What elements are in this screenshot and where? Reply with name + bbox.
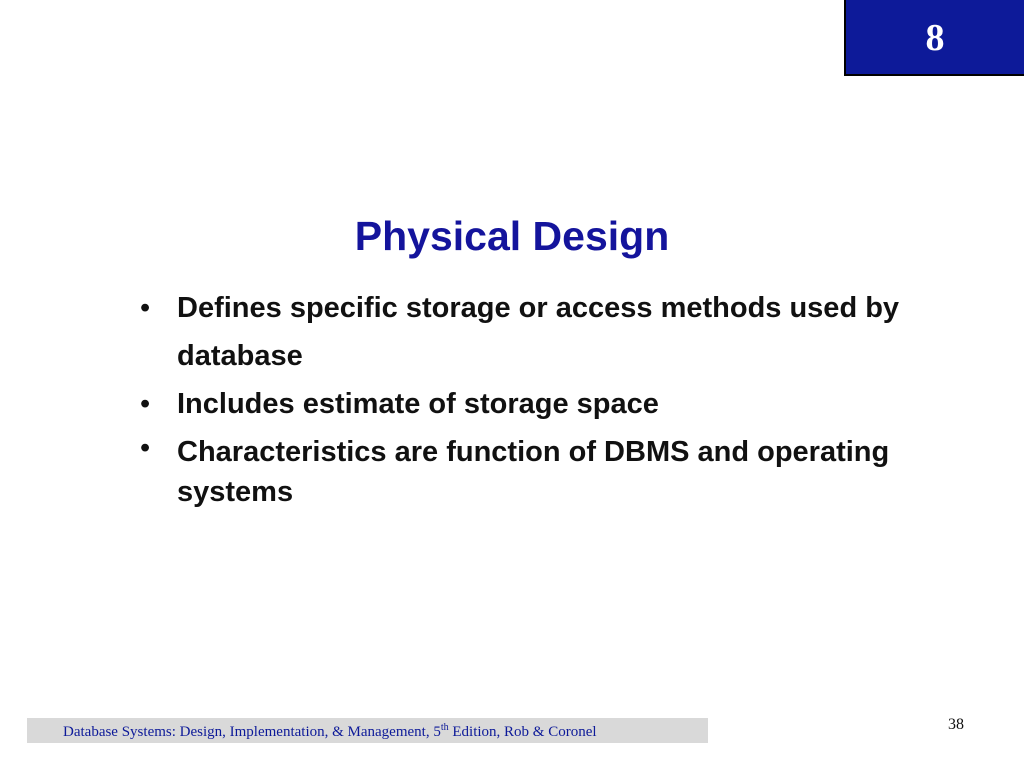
slide-title: Physical Design — [354, 213, 670, 259]
bullet-text: Characteristics are function of DBMS and operating systems — [177, 436, 890, 508]
bullet-dot-icon: • — [140, 292, 151, 324]
footer-bar — [27, 718, 708, 743]
bullet-item — [140, 284, 900, 380]
footer-citation-superscript: th — [440, 722, 449, 733]
bullet-item — [140, 428, 900, 512]
bullet-text: Defines specific storage or access methods used by database — [177, 292, 900, 372]
chapter-number-badge: 8 — [844, 0, 1024, 76]
footer-citation-suffix: Edition, Rob & Coronel — [448, 724, 597, 740]
bullet-dot-icon: • — [140, 388, 151, 420]
bullet-list — [140, 284, 900, 512]
page-number: 38 — [948, 716, 964, 733]
bullet-text: Includes estimate of storage space — [177, 388, 659, 420]
footer-citation-prefix: Database Systems: Design, Implementation, & Management, 5 — [63, 724, 441, 740]
footer-citation — [63, 718, 597, 743]
bullet-dot-icon: • — [140, 432, 151, 464]
bullet-item — [140, 380, 900, 428]
